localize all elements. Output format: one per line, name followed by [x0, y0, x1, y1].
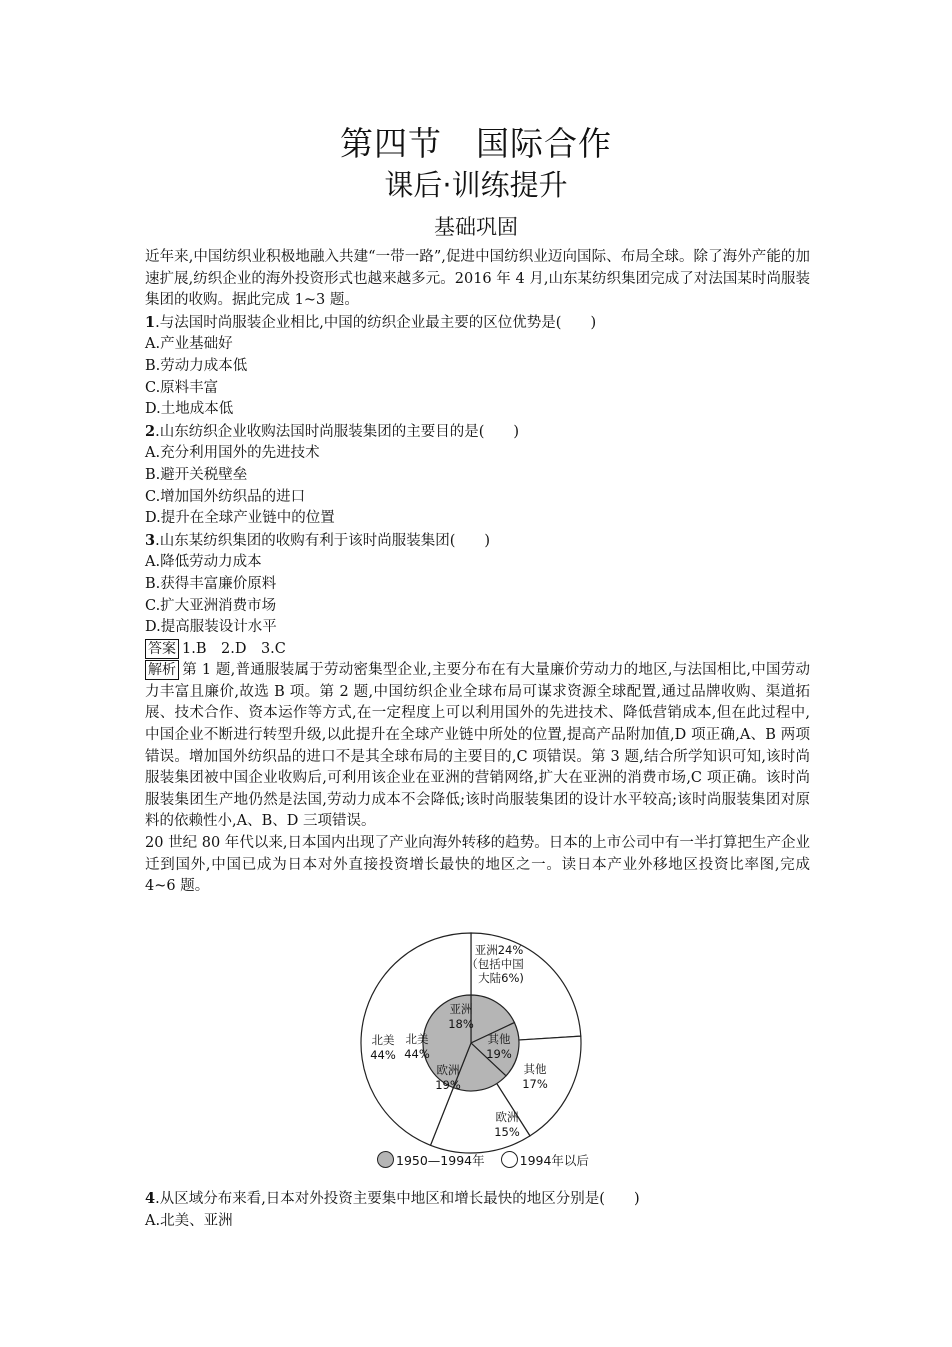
option: B.获得丰富廉价原料: [145, 575, 277, 592]
question-number: 2: [145, 422, 156, 440]
option: A.北美、亚洲: [145, 1212, 233, 1229]
intro-passage-2: 20 世纪 80 年代以来,日本国内出现了产业向海外转移的趋势。日本的上市公司中有一半打算把生产企业迁到国外,中国已成为日本对外直接投资增长最快的地区之一。读日本产业外移地区投资比率图,完成 4~6 题。: [145, 835, 810, 895]
inner-slice-value: 44%: [404, 1047, 430, 1061]
outer-slice-label: 欧洲: [495, 1110, 519, 1124]
inner-slice-value: 19%: [435, 1078, 461, 1092]
question-number: 3: [145, 531, 156, 549]
inner-slice-label: 欧洲: [436, 1063, 460, 1077]
legend-swatch-outer: [501, 1151, 518, 1168]
legend-label-inner: 1950—1994年: [396, 1153, 485, 1168]
outer-slice-value: 15%: [494, 1125, 520, 1139]
section-heading: 基础巩固: [434, 215, 518, 239]
main-content: [145, 247, 810, 898]
inner-slice-label: 亚洲: [449, 1002, 473, 1016]
option: C.扩大亚洲消费市场: [145, 597, 277, 614]
outer-slice-label: 北美: [371, 1033, 395, 1047]
outer-slice-label: 其他: [523, 1062, 547, 1076]
analysis-text: 第 1 题,普通服装属于劳动密集型企业,主要分布在有大量廉价劳动力的地区,与法国相比,中国劳动力丰富且廉价,故选 B 项。第 2 题,中国纺织企业全球布局可谋求资源全球配置,通过品牌收购、渠道拓展、技术合作、资本运作等方式,在一定程度上可以利用国外的先进技术、降低营销成本,但在此过程中,中国企业不断进行转型升级,以此提升在全球产业链中所处的位置,提高产品附加值,D 项正确,A、B 两项错误。增加国外纺织品的进口不是其全球布局的主要目的,C 项错误。第 3 题,结合所学知识可知,该时尚服装集团被中国企业收购后,可利用该企业在亚洲的营销网络,扩大在亚洲的消费市场,C 项正确。该时尚服装集团生产地仍然是法国,劳动力成本不会降低;该时尚服装集团的设计水平较高;该时尚服装集团对原料的依赖性小,A、B、D 三项错误。: [145, 662, 810, 830]
option: C.增加国外纺织品的进口: [145, 488, 306, 505]
question-stem: .从区域分布来看,日本对外投资主要集中地区和增长最快的地区分别是( ): [155, 1191, 640, 1207]
question-stem: .与法国时尚服装企业相比,中国的纺织企业最主要的区位优势是( ): [155, 314, 597, 331]
option: D.提高服装设计水平: [145, 619, 277, 636]
legend-swatch-inner: [377, 1151, 394, 1168]
outer-slice-note: 大陆6%): [478, 971, 524, 985]
intro-passage-1: 近年来,中国纺织业积极地融入共建“一带一路”,促进中国纺织业迈向国际、布局全球。除了海外产能的加速扩展,纺织企业的海外投资形式也越来越多元。2016 年 4 月,山东某纺织集团完成了对法国某时尚服装集团的收购。据此完成 1~3 题。: [145, 249, 810, 309]
outer-slice-note: （包括中国: [466, 957, 524, 971]
chart-legend: [377, 1151, 589, 1169]
option: D.提升在全球产业链中的位置: [145, 510, 335, 527]
inner-slice-value: 19%: [486, 1047, 512, 1061]
page-title: 第四节 国际合作: [340, 124, 612, 163]
page-subtitle: 课后·训练提升: [384, 168, 568, 202]
analysis-paragraph: [145, 660, 810, 833]
outer-slice-value: 44%: [370, 1048, 396, 1062]
inner-slice-label: 其他: [487, 1032, 511, 1046]
question-3: [145, 530, 810, 639]
option: D.土地成本低: [145, 401, 234, 418]
question-stem: .山东纺织企业收购法国时尚服装集团的主要目的是( ): [155, 423, 520, 440]
legend-label-outer: 1994年以后: [519, 1153, 589, 1168]
answer-text: 1.B 2.D 3.C: [182, 640, 286, 657]
question-number: 1: [145, 313, 156, 331]
answer-line: [145, 639, 810, 661]
analysis-tag: 解析: [145, 660, 179, 680]
question-2: [145, 421, 810, 530]
question-stem: .山东某纺织集团的收购有利于该时尚服装集团( ): [155, 532, 491, 549]
option: B.避开关税壁垒: [145, 466, 248, 483]
pie-chart: [360, 928, 600, 1173]
question-4: [145, 1188, 810, 1232]
answer-tag: 答案: [145, 639, 179, 659]
outer-slice-value: 17%: [522, 1077, 548, 1091]
inner-slice-label: 北美: [405, 1032, 429, 1046]
question-number: 4: [145, 1190, 156, 1207]
option: A.产业基础好: [145, 336, 233, 353]
option: A.充分利用国外的先进技术: [145, 445, 320, 462]
option: C.原料丰富: [145, 379, 219, 396]
inner-slice-value: 18%: [448, 1017, 474, 1031]
question-1: [145, 312, 810, 421]
option: B.劳动力成本低: [145, 357, 248, 374]
pie-chart-svg: [360, 928, 600, 1173]
outer-slice-label: 亚洲24%: [474, 943, 524, 957]
option: A.降低劳动力成本: [145, 554, 262, 571]
